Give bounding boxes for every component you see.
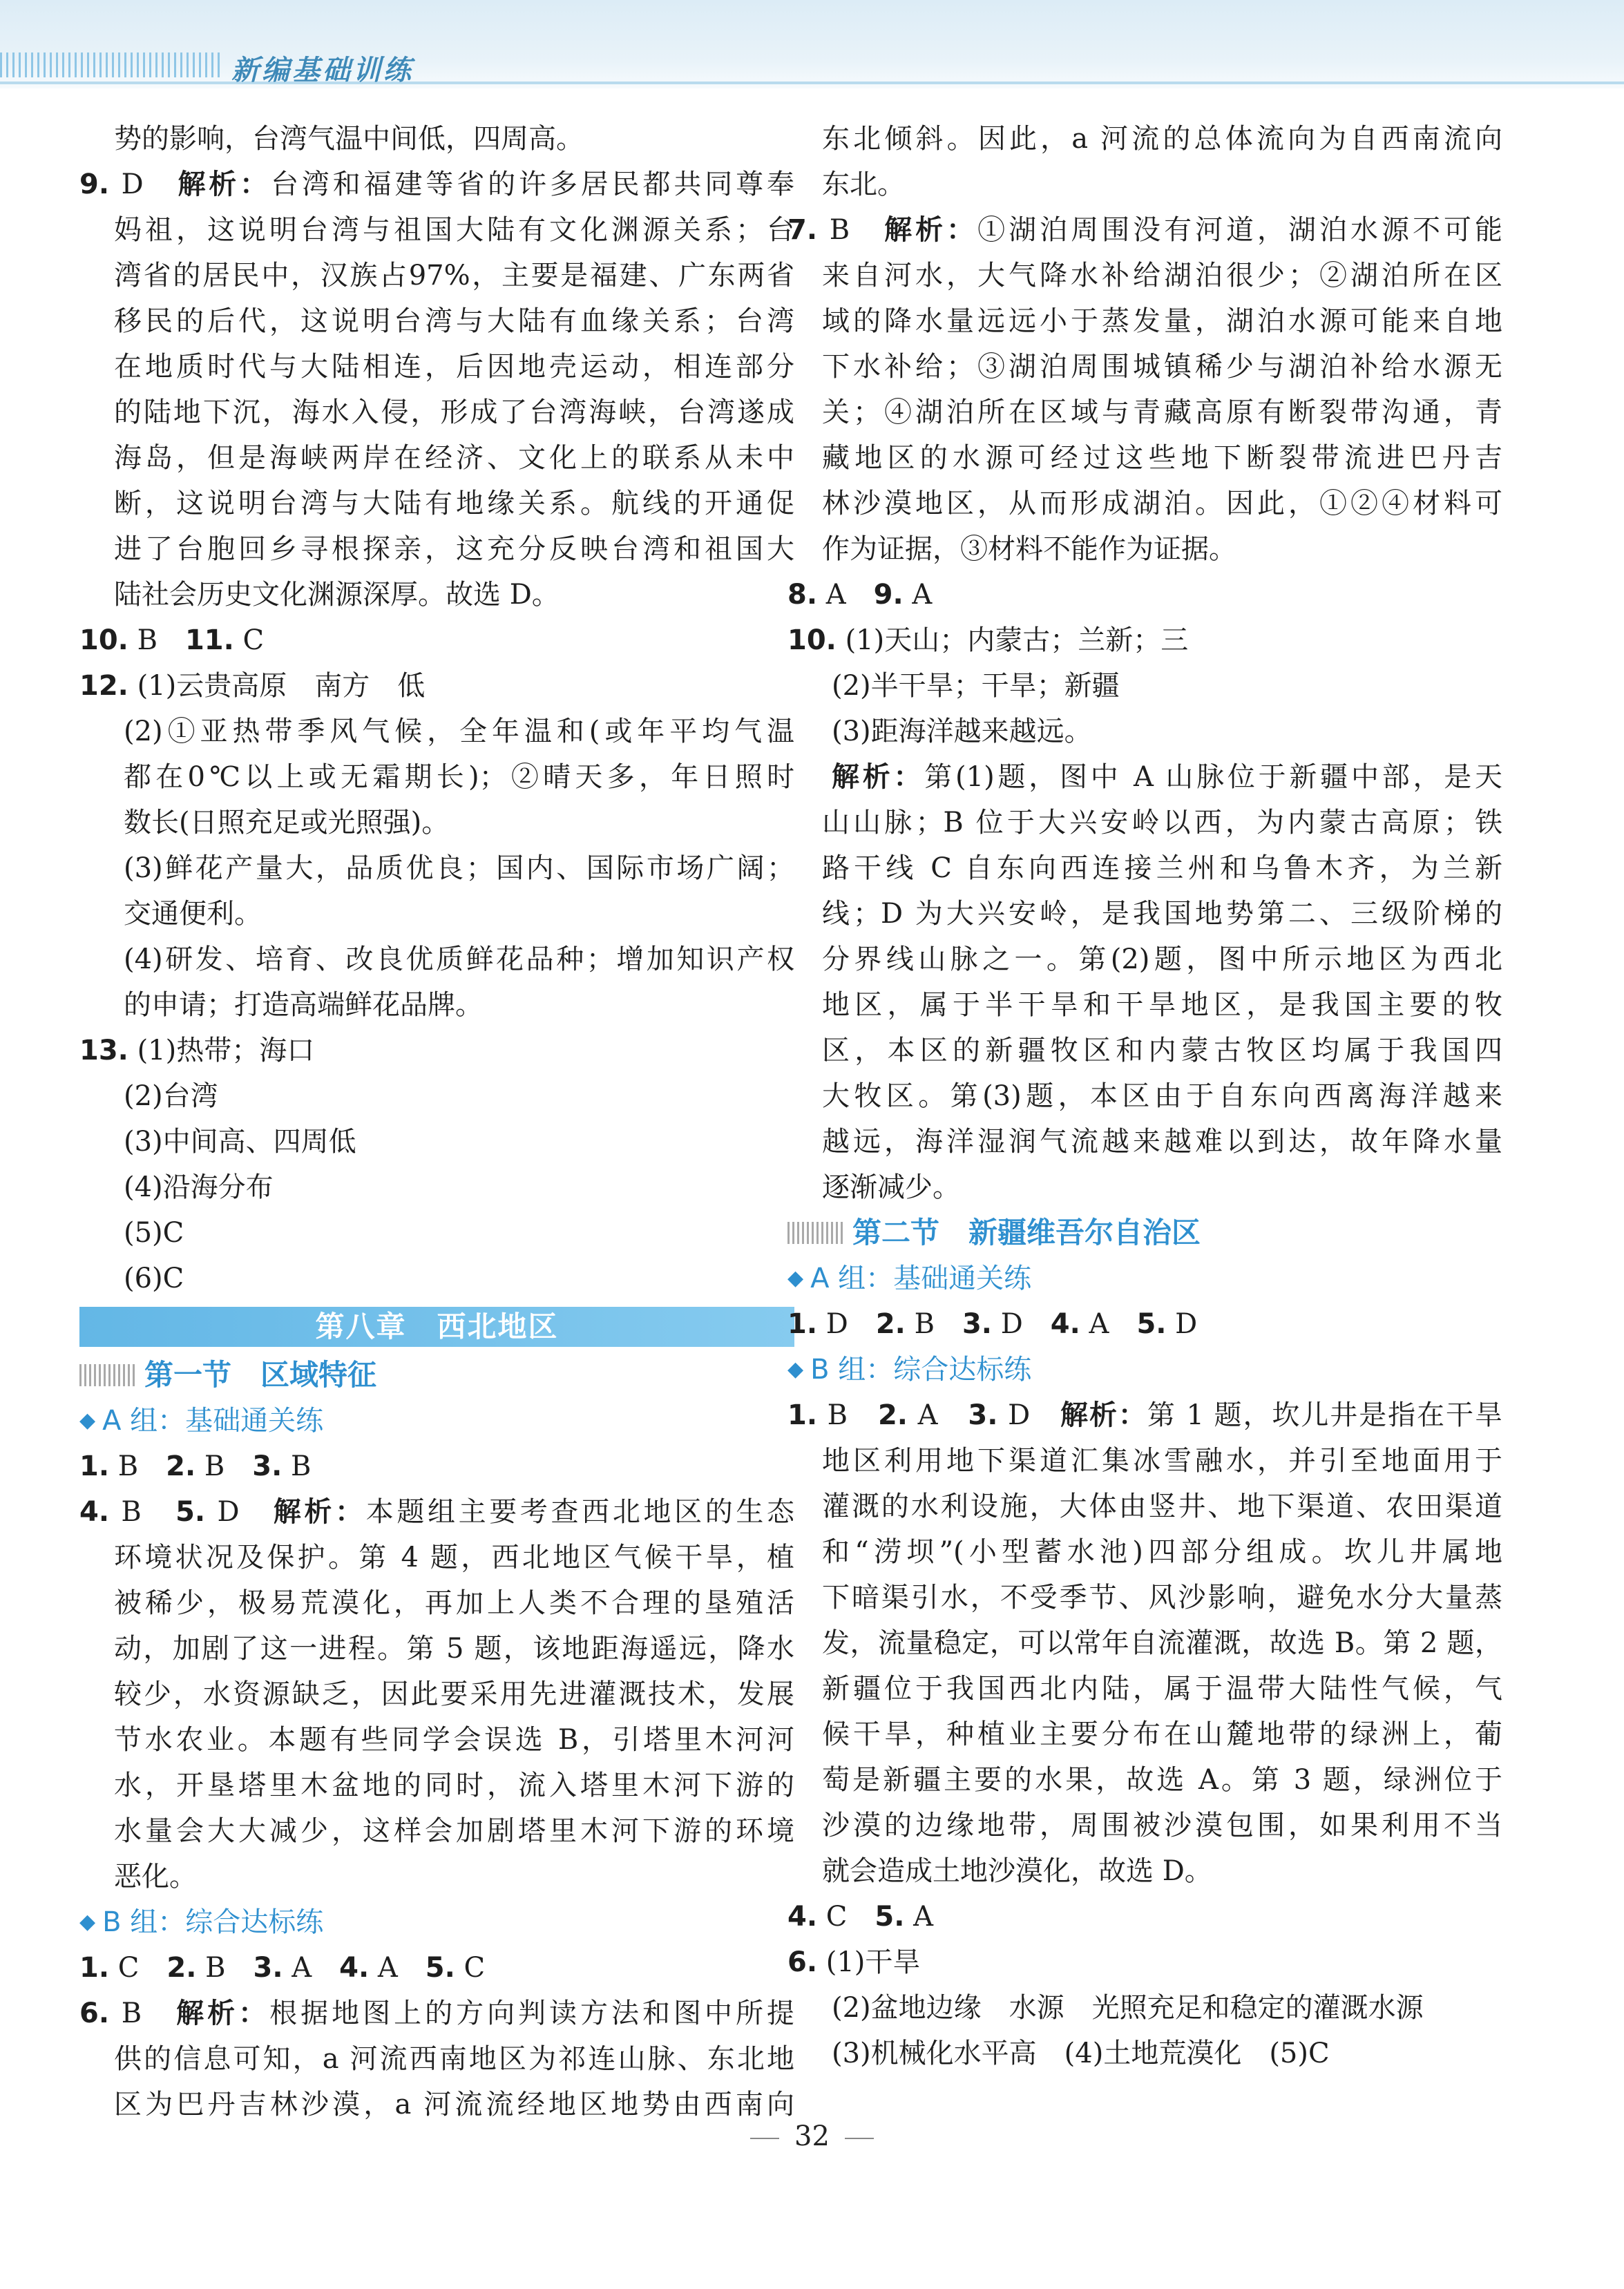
text-segment: 根据地图上的方向判读方法和图中所提: [269, 1998, 795, 2029]
text-line: 东北。: [822, 169, 905, 200]
answer-value: A: [283, 1952, 340, 1984]
text-line: (3)中间高、四周低: [124, 1126, 356, 1158]
analysis-label: 解析：: [273, 1496, 366, 1528]
answer-value: B: [109, 1998, 177, 2029]
answers-b-1-5: [79, 1945, 794, 1991]
text-segment: 台湾和福建等省的许多居民都共同尊奉: [271, 169, 795, 200]
answer-value: C: [455, 1952, 486, 1984]
text-line: 的申请；打造高端鲜花品牌。: [124, 989, 483, 1021]
question-number: 4.: [79, 1496, 110, 1528]
text-line: 分界线山脉之一。第(2)题，图中所示地区为西北: [822, 944, 1502, 975]
question-number: 3.: [968, 1399, 998, 1431]
text-segment: (1)云贵高原 南方 低: [128, 670, 426, 702]
analysis-label: 解析：: [832, 761, 925, 793]
question-number: 10.: [79, 624, 128, 656]
answer-6: [79, 1991, 794, 2036]
group-title-b: [79, 1899, 794, 1945]
analysis-label: 解析：: [884, 214, 978, 246]
question-number: 2.: [877, 1399, 908, 1431]
chapter-title: 第八章 西北地区: [79, 1307, 794, 1347]
group-title-text: A 组：基础通关练: [810, 1263, 1032, 1294]
text-line: 恶化。: [114, 1861, 197, 1893]
question-number: 5.: [1136, 1308, 1167, 1340]
question-number: 5.: [425, 1952, 455, 1984]
text-line: 域的降水量远远小于蒸发量，湖泊水源可能来自地: [822, 305, 1502, 337]
text-segment: 第(1)题，图中 A 山脉位于新疆中部，是天: [924, 761, 1503, 793]
answer-value: D: [205, 1496, 274, 1528]
text-line: (2)半干旱；干旱；新疆: [832, 670, 1120, 702]
text-line: 灌溉的水利设施，大体由竖井、地下渠道、农田渠道: [822, 1491, 1502, 1522]
answer-value: D: [817, 1308, 876, 1340]
question-number: 3.: [253, 1952, 283, 1984]
text-line: 逐渐减少。: [822, 1171, 960, 1203]
text-segment: (1)热带；海口: [128, 1035, 315, 1066]
question-number: 11.: [184, 624, 234, 656]
left-column: [79, 116, 794, 2127]
text-line: 新疆位于我国西北内陆，属于温带大陆性气候，气: [822, 1673, 1502, 1705]
text-line: 水量会大大减少，这样会加剧塔里木河下游的环境: [114, 1815, 794, 1847]
answer-value: C: [109, 1952, 167, 1984]
answer-9: [79, 162, 794, 207]
answer-12: [79, 663, 794, 709]
question-number: 1.: [787, 1308, 818, 1340]
header-stripes-decoration: [0, 52, 221, 77]
question-number: 7.: [787, 214, 818, 246]
text-line: 作为证据，③材料不能作为证据。: [822, 533, 1236, 565]
text-segment: (1)天山；内蒙古；兰新；三: [836, 624, 1189, 656]
question-number: 9.: [873, 579, 904, 611]
text-line: (5)C: [124, 1217, 184, 1249]
text-line: (4)研发、培育、改良优质鲜花品种；增加知识产权: [124, 944, 794, 975]
answer-value: C: [817, 1901, 875, 1933]
text-line: 的陆地下沉，海水入侵，形成了台湾海峡，台湾遂成: [114, 396, 794, 428]
group-title-text: B 组：综合达标练: [810, 1354, 1032, 1386]
text-line: 下暗渠引水，不受季节、风沙影响，避免水分大量蒸: [822, 1582, 1502, 1613]
text-line: 势的影响，台湾气温中间低，四周高。: [114, 123, 584, 155]
answer-value: D: [1166, 1308, 1198, 1340]
group-title-b: [787, 1347, 1502, 1392]
diamond-bullet-icon: ◆: [787, 1357, 804, 1381]
page-number-dash: [750, 2138, 779, 2139]
text-segment: (1)干旱: [817, 1946, 921, 1978]
group-title-text: B 组：综合达标练: [102, 1906, 324, 1938]
text-line: 地区利用地下渠道汇集冰雪融水，并引至地面用于: [822, 1445, 1502, 1477]
question-number: 4.: [339, 1952, 370, 1984]
text-line: 水，开垦塔里木盆地的同时，流入塔里木河下游的: [114, 1770, 794, 1801]
text-line: (4)沿海分布: [124, 1171, 274, 1203]
answer-value: B: [196, 1952, 254, 1984]
question-number: 2.: [875, 1308, 906, 1340]
text-line: 线；D 为大兴安岭，是我国地势第二、三级阶梯的: [822, 898, 1502, 930]
text-segment: 本题组主要考查西北地区的生态: [365, 1496, 795, 1528]
diamond-bullet-icon: ◆: [79, 1408, 96, 1433]
text-line: 候干旱，种植业主要分布在山麓地带的绿洲上，葡: [822, 1718, 1502, 1750]
answers-4-5: [787, 1894, 1502, 1940]
answers-a-1-5: [787, 1301, 1502, 1347]
analysis-label: 解析：: [178, 169, 271, 200]
question-number: 4.: [787, 1901, 818, 1933]
text-line: (3)鲜花产量大，品质优良；国内、国际市场广阔；: [124, 852, 794, 884]
text-line: (2)盆地边缘 水源 光照充足和稳定的灌溉水源: [832, 1992, 1424, 2024]
answer-value: B: [128, 624, 185, 656]
analysis-line: [787, 754, 1502, 800]
question-number: 3.: [252, 1450, 283, 1482]
answer-value: B: [109, 1450, 166, 1482]
group-title-text: A 组：基础通关练: [102, 1405, 324, 1437]
question-number: 2.: [166, 1952, 197, 1984]
page-number-text: 32: [794, 2120, 830, 2152]
text-line: 和“涝坝”(小型蓄水池)四部分组成。坎儿井属地: [822, 1536, 1502, 1568]
answer-value: A: [903, 579, 933, 611]
text-line: (3)机械化水平高 (4)土地荒漠化 (5)C: [832, 2038, 1330, 2069]
text-line: 萄是新疆主要的水果，故选 A。第 3 题，绿洲位于: [822, 1764, 1502, 1796]
answer-value: C: [233, 624, 265, 656]
answer-13: [79, 1028, 794, 1073]
section-stripes-icon: [79, 1364, 136, 1386]
text-line: 移民的后代，这说明台湾与大陆有血缘关系；台湾: [114, 305, 794, 337]
answers-a-1-3: [79, 1444, 794, 1489]
answer-4-5: [79, 1489, 794, 1535]
text-line: 供的信息可知，a 河流西南地区为祁连山脉、东北地: [114, 2043, 794, 2075]
answer-value: B: [109, 1496, 176, 1528]
text-line: (3)距海洋越来越远。: [832, 716, 1092, 747]
text-line: (2)①亚热带季风气候，全年温和(或年平均气温: [124, 716, 794, 747]
text-line: 环境状况及保护。第 4 题，西北地区气候干旱，植: [114, 1542, 794, 1573]
answer-value: B: [282, 1450, 312, 1482]
analysis-label: 解析：: [176, 1998, 270, 2029]
answers-8-9: [787, 572, 1502, 617]
question-number: 10.: [787, 624, 837, 656]
question-number: 13.: [79, 1035, 128, 1066]
text-line: 海岛，但是海峡两岸在经济、文化上的联系从未中: [114, 442, 794, 474]
answers-b-1-3: [787, 1392, 1502, 1438]
text-segment: 第 1 题，坎儿井是指在干旱: [1147, 1399, 1502, 1431]
section-title: [787, 1210, 1502, 1256]
text-line: 节水农业。本题有些同学会误选 B，引塔里木河河: [114, 1724, 794, 1756]
question-number: 12.: [79, 670, 128, 702]
question-number: 6.: [787, 1946, 818, 1978]
text-line: 陆社会历史文化渊源深厚。故选 D。: [114, 579, 560, 611]
text-line: 山山脉；B 位于大兴安岭以西，为内蒙古高原；铁: [822, 807, 1502, 839]
text-line: 沙漠的边缘地带，周围被沙漠包围，如果利用不当: [822, 1810, 1502, 1841]
text-line: 数长(日照充足或光照强)。: [124, 807, 450, 839]
text-line: 就会造成土地沙漠化，故选 D。: [822, 1855, 1212, 1887]
text-line: (2)台湾: [124, 1080, 218, 1112]
question-number: 2.: [166, 1450, 196, 1482]
text-line: 断，这说明台湾与大陆有地缘关系。航线的开通促: [114, 488, 794, 519]
question-number: 1.: [787, 1399, 818, 1431]
diamond-bullet-icon: ◆: [79, 1910, 96, 1934]
answer-value: A: [1080, 1308, 1137, 1340]
question-number: 1.: [79, 1952, 110, 1984]
answer-6: [787, 1940, 1502, 1985]
text-line: 下水补给；③湖泊周围城镇稀少与湖泊补给水源无: [822, 351, 1502, 383]
text-line: 都在0℃以上或无霜期长)；②晴天多，年日照时: [124, 761, 794, 793]
text-line: 进了台胞回乡寻根探亲，这充分反映台湾和祖国大: [114, 533, 794, 565]
text-line: 妈祖，这说明台湾与祖国大陆有文化渊源关系；台: [114, 214, 794, 246]
text-line: (6)C: [124, 1263, 184, 1294]
answer-7: [787, 207, 1502, 253]
text-line: 湾省的居民中，汉族占97%，主要是福建、广东两省: [114, 260, 794, 291]
answer-value: B: [817, 1399, 878, 1431]
text-line: 较少，水资源缺乏，因此要采用先进灌溉技术，发展: [114, 1678, 794, 1710]
text-segment: ①湖泊周围没有河道，湖泊水源不可能: [977, 214, 1503, 246]
answer-value: A: [817, 579, 874, 611]
question-number: 5.: [875, 1901, 905, 1933]
question-number: 9.: [79, 169, 110, 200]
answer-value: D: [109, 169, 178, 200]
text-line: 地区，属于半干旱和干旱地区，是我国主要的牧: [822, 989, 1502, 1021]
answer-value: B: [905, 1308, 962, 1340]
question-number: 3.: [962, 1308, 992, 1340]
text-line: 越远，海洋湿润气流越来越难以到达，故年降水量: [822, 1126, 1502, 1158]
diamond-bullet-icon: ◆: [787, 1266, 804, 1290]
group-title-a: [787, 1256, 1502, 1301]
series-title: 新编基础训练: [231, 54, 414, 86]
answer-value: A: [369, 1952, 426, 1984]
question-number: 1.: [79, 1450, 110, 1482]
answers-10-11: [79, 617, 794, 663]
text-line: 在地质时代与大陆相连，后因地壳运动，相连部分: [114, 351, 794, 383]
text-line: 来自河水，大气降水补给湖泊很少；②湖泊所在区: [822, 260, 1502, 291]
text-line: 发，流量稳定，可以常年自流灌溉，故选 B。第 2 题，: [822, 1627, 1502, 1659]
answer-value: D: [997, 1399, 1061, 1431]
section-stripes-icon: [787, 1222, 844, 1244]
answer-value: A: [907, 1399, 968, 1431]
answer-value: A: [904, 1901, 933, 1933]
text-line: 藏地区的水源可经过这些地下断裂带流进巴丹吉: [822, 442, 1502, 474]
question-number: 8.: [787, 579, 818, 611]
group-title-a: [79, 1398, 794, 1444]
section-title-text: 第一节 区域特征: [144, 1358, 377, 1392]
text-line: 大牧区。第(3)题，本区由于自东向西离海洋越来: [822, 1080, 1502, 1112]
section-title-text: 第二节 新疆维吾尔自治区: [852, 1216, 1201, 1249]
text-line: 路干线 C 自东向西连接兰州和乌鲁木齐，为兰新: [822, 852, 1502, 884]
question-number: 4.: [1050, 1308, 1080, 1340]
text-line: 区，本区的新疆牧区和内蒙古牧区均属于我国四: [822, 1035, 1502, 1066]
right-column: [787, 116, 1502, 2076]
page-number-dash: [845, 2138, 874, 2139]
text-line: 动，加剧了这一进程。第 5 题，该地距海遥远，降水: [114, 1633, 794, 1665]
answer-value: B: [817, 214, 885, 246]
analysis-label: 解析：: [1060, 1399, 1147, 1431]
answer-value: B: [195, 1450, 253, 1482]
text-line: 关；④湖泊所在区域与青藏高原有断裂带沟通，青: [822, 396, 1502, 428]
text-line: 交通便利。: [124, 898, 262, 930]
section-title: [79, 1352, 794, 1398]
page-number: [0, 2120, 1624, 2152]
question-number: 6.: [79, 1998, 110, 2029]
answer-value: D: [992, 1308, 1051, 1340]
answer-10: [787, 617, 1502, 663]
text-line: 东北倾斜。因此，a 河流的总体流向为自西南流向: [822, 123, 1502, 155]
text-line: 林沙漠地区，从而形成湖泊。因此，①②④材料可: [822, 488, 1502, 519]
text-line: 区为巴丹吉林沙漠，a 河流流经地区地势由西南向: [114, 2089, 794, 2120]
question-number: 5.: [175, 1496, 206, 1528]
text-line: 被稀少，极易荒漠化，再加上人类不合理的垦殖活: [114, 1587, 794, 1619]
